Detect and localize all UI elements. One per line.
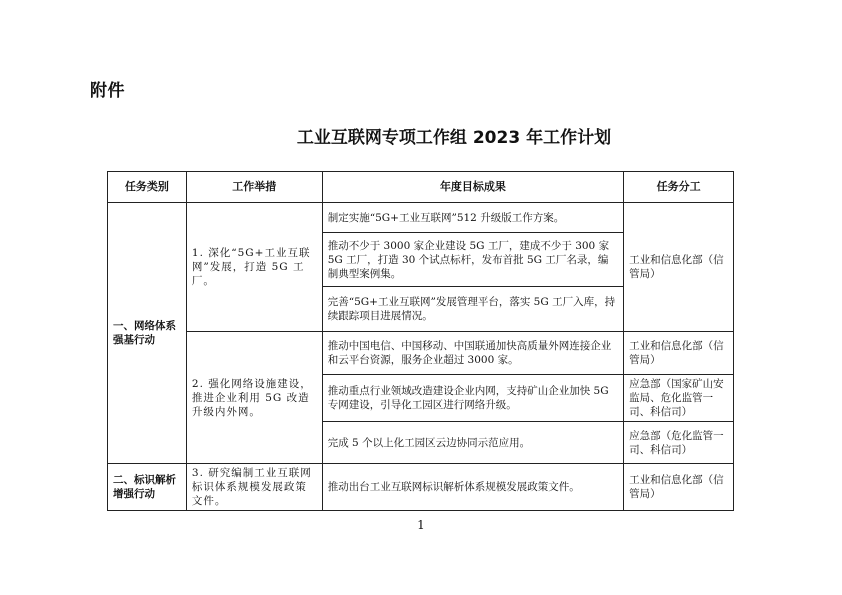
header-assignment: 任务分工 — [624, 172, 734, 203]
goal-cell: 推动重点行业领域改造建设企业内网，支持矿山企业加快 5G 专网建设，引导化工园区进行网络升级。 — [322, 375, 623, 422]
header-annual-goals: 年度目标成果 — [322, 172, 623, 203]
goal-cell: 推动不少于 3000 家企业建设 5G 工厂，建成不少于 300 家 5G 工厂，打造 30 个试点标杆，发布首批 5G 工厂名录，编制典型案例集。 — [322, 233, 623, 287]
goal-cell: 制定实施“5G+工业互联网”512 升级版工作方案。 — [322, 203, 623, 233]
table-header-row — [108, 172, 734, 203]
measure-cell: 2. 强化网络设施建设，推进企业利用 5G 改造升级内外网。 — [186, 332, 322, 464]
table-row — [108, 203, 734, 233]
table-row — [108, 332, 734, 375]
assignment-cell: 工业和信息化部（信管局） — [624, 464, 734, 511]
attachment-label: 附件 — [90, 81, 125, 101]
measure-cell: 1. 深化“5G+工业互联网”发展，打造 5G 工厂。 — [186, 203, 322, 332]
goal-cell: 推动出台工业互联网标识解析体系规模发展政策文件。 — [322, 464, 623, 511]
goal-cell: 推动中国电信、中国移动、中国联通加快高质量外网连接企业和云平台资源，服务企业超过 3000 家。 — [322, 332, 623, 375]
goal-cell: 完成 5 个以上化工园区云边协同示范应用。 — [322, 422, 623, 464]
header-measures: 工作举措 — [186, 172, 322, 203]
assignment-cell: 应急部（国家矿山安监局、危化监管一司、科信司） — [624, 375, 734, 422]
assignment-cell: 应急部（危化监管一司、科信司） — [624, 422, 734, 464]
page-number: 1 — [417, 518, 425, 532]
table-row — [108, 464, 734, 511]
assignment-cell: 工业和信息化部（信管局） — [624, 332, 734, 375]
work-plan-table — [107, 171, 734, 511]
measure-cell: 3. 研究编制工业互联网标识体系规模发展政策文件。 — [186, 464, 322, 511]
goal-cell: 完善“5G+工业互联网”发展管理平台，落实 5G 工厂入库，持续跟踪项目进展情况。 — [322, 287, 623, 332]
assignment-cell: 工业和信息化部（信管局） — [624, 203, 734, 332]
document-title: 工业互联网专项工作组 2023 年工作计划 — [296, 128, 612, 148]
header-task-category: 任务类别 — [108, 172, 187, 203]
category-cell: 二、标识解析增强行动 — [108, 464, 187, 511]
category-cell: 一、网络体系强基行动 — [108, 203, 187, 464]
